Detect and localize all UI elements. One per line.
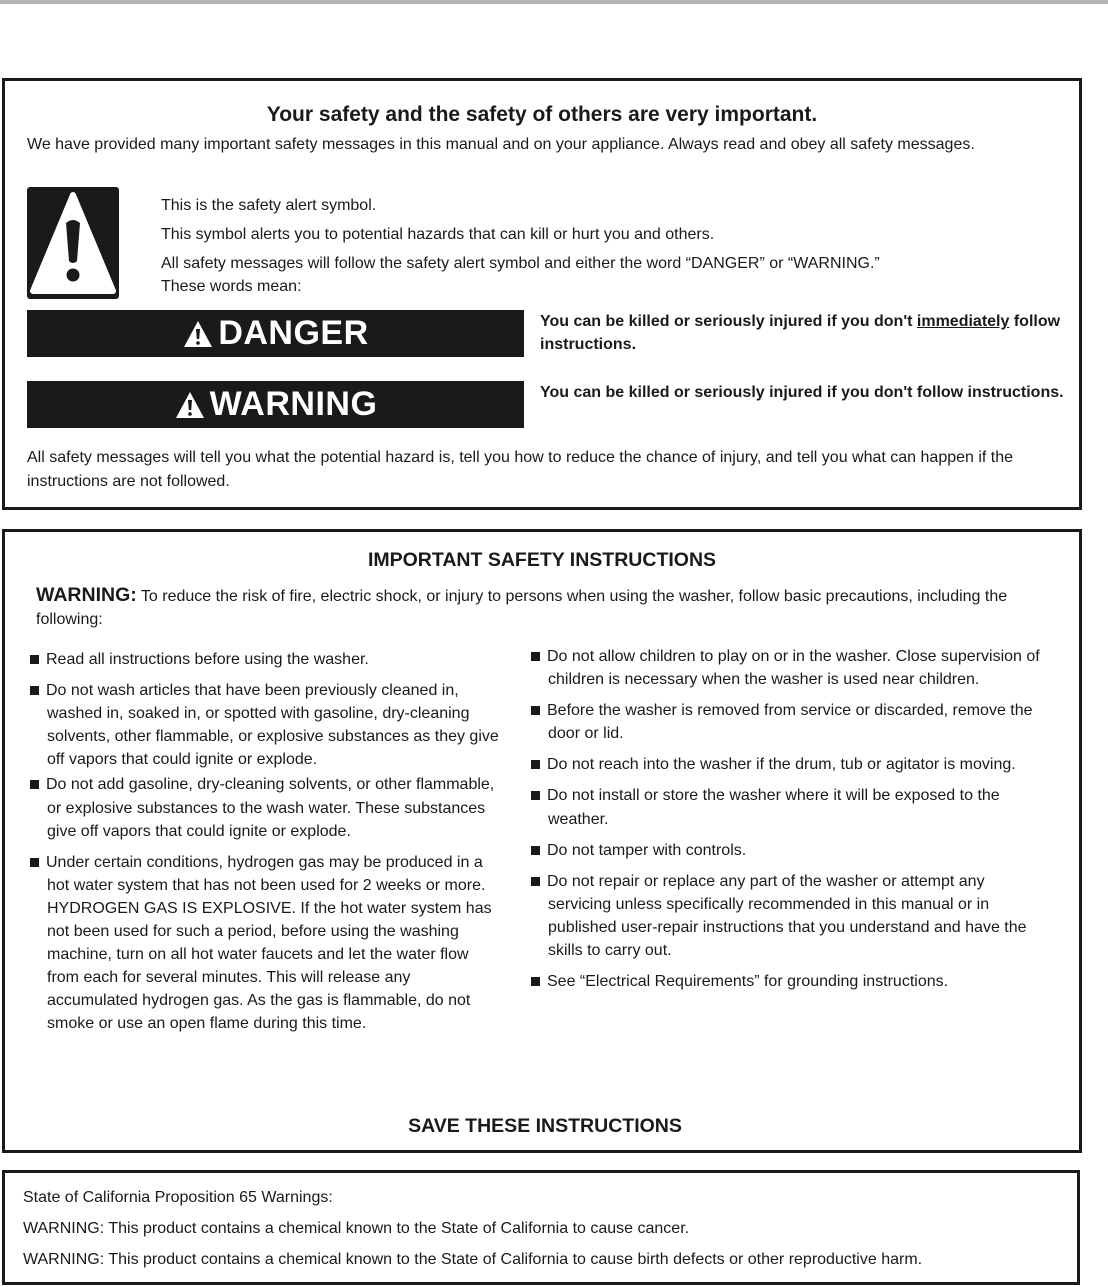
save-instructions-heading: SAVE THESE INSTRUCTIONS: [408, 1115, 682, 1137]
warning-alert-icon: [174, 390, 206, 420]
list-item: Do not tamper with controls.: [531, 839, 1051, 862]
square-bullet-icon: [531, 760, 540, 769]
list-item: Under certain conditions, hydrogen gas may be produced in a hot water system that has not been used for 2 weeks or more. HYDROGEN GAS IS EXPLOSIVE. If the hot water system has not been used for such a period, before using the washing machine, turn on all hot water faucets and let the water flow from each for several minutes. This will release any accumulated hydrogen gas. As the gas is flammable, do not smoke or use an open flame during this time.: [30, 851, 500, 1036]
list-item: Do not install or store the washer where it will be exposed to the weather.: [531, 784, 1051, 830]
prop65-box: [2, 1170, 1080, 1285]
square-bullet-icon: [531, 652, 540, 661]
safety-intro-box: [2, 78, 1082, 510]
warning-lead: WARNING:: [36, 584, 137, 606]
danger-emphasis: immediately: [916, 313, 1010, 330]
square-bullet-icon: [30, 858, 39, 867]
square-bullet-icon: [531, 846, 540, 855]
safety-footer-text: All safety messages will tell you what the potential hazard is, tell you how to reduce the chance of injury, and tell you what can happen if the instructions are not followed.: [27, 449, 1014, 490]
instructions-right-column: [531, 645, 1051, 993]
prop65-warning-reproductive: WARNING: This product contains a chemical known to the State of California to cause birth defects or other reproductive harm.: [23, 1251, 923, 1268]
prop65-warning-cancer: WARNING: This product contains a chemical known to the State of California to cause cancer.: [23, 1220, 690, 1237]
list-item: Do not repair or replace any part of the washer or attempt any servicing unless specifically recommended in this manual or in published user-repair instructions that you understand and have the skills to carry out.: [531, 870, 1051, 962]
top-rule: [0, 0, 1108, 4]
square-bullet-icon: [531, 791, 540, 800]
instructions-intro: WARNING: To reduce the risk of fire, electric shock, or injury to persons when using the washer, follow basic precautions, including the following:: [36, 584, 1008, 628]
prop65-title: State of California Proposition 65 Warnings:: [23, 1189, 333, 1206]
list-item: Read all instructions before using the washer.: [30, 648, 500, 671]
instructions-title: IMPORTANT SAFETY INSTRUCTIONS: [367, 549, 717, 571]
safety-alert-symbol-icon: [27, 187, 119, 299]
symbol-description-2: This symbol alerts you to potential hazards that can kill or hurt you and others.: [161, 226, 715, 243]
warning-banner: [27, 381, 524, 428]
danger-description: You can be killed or seriously injured if you don't immediately follow instructions.: [540, 313, 1061, 353]
square-bullet-icon: [30, 686, 39, 695]
square-bullet-icon: [30, 780, 39, 789]
symbol-description-4: These words mean:: [161, 278, 302, 295]
list-item: See “Electrical Requirements” for grounding instructions.: [531, 970, 1051, 993]
warning-label: WARNING: [209, 385, 378, 423]
danger-banner: [27, 310, 524, 357]
square-bullet-icon: [30, 655, 39, 664]
list-item: Do not add gasoline, dry-cleaning solvents, or other flammable, or explosive substances to the wash water. These substances give off vapors that could ignite or explode.: [30, 773, 500, 842]
list-item: Do not reach into the washer if the drum, tub or agitator is moving.: [531, 753, 1051, 776]
important-instructions-box: [2, 529, 1082, 1153]
instructions-left-column: [30, 648, 500, 1036]
safety-title: Your safety and the safety of others are very important.: [266, 103, 818, 126]
symbol-description-3: All safety messages will follow the safety alert symbol and either the word “DANGER” or “WARNING.”: [161, 255, 880, 272]
list-item: Before the washer is removed from service or discarded, remove the door or lid.: [531, 699, 1051, 745]
warning-description: You can be killed or seriously injured if you don't follow instructions.: [540, 384, 1064, 401]
square-bullet-icon: [531, 977, 540, 986]
safety-intro-text: We have provided many important safety messages in this manual and on your appliance. Always read and obey all safety messages.: [27, 136, 975, 153]
list-item: Do not allow children to play on or in the washer. Close supervision of children is necessary when the washer is used near children.: [531, 645, 1051, 691]
square-bullet-icon: [531, 706, 540, 715]
danger-label: DANGER: [218, 314, 369, 352]
danger-alert-icon: [182, 319, 214, 349]
symbol-description-1: This is the safety alert symbol.: [161, 197, 377, 214]
square-bullet-icon: [531, 877, 540, 886]
list-item: Do not wash articles that have been previously cleaned in, washed in, soaked in, or spotted with gasoline, dry-cleaning solvents, other flammable, or explosive substances as they give off vapors that could ignite or explode.: [30, 679, 500, 771]
